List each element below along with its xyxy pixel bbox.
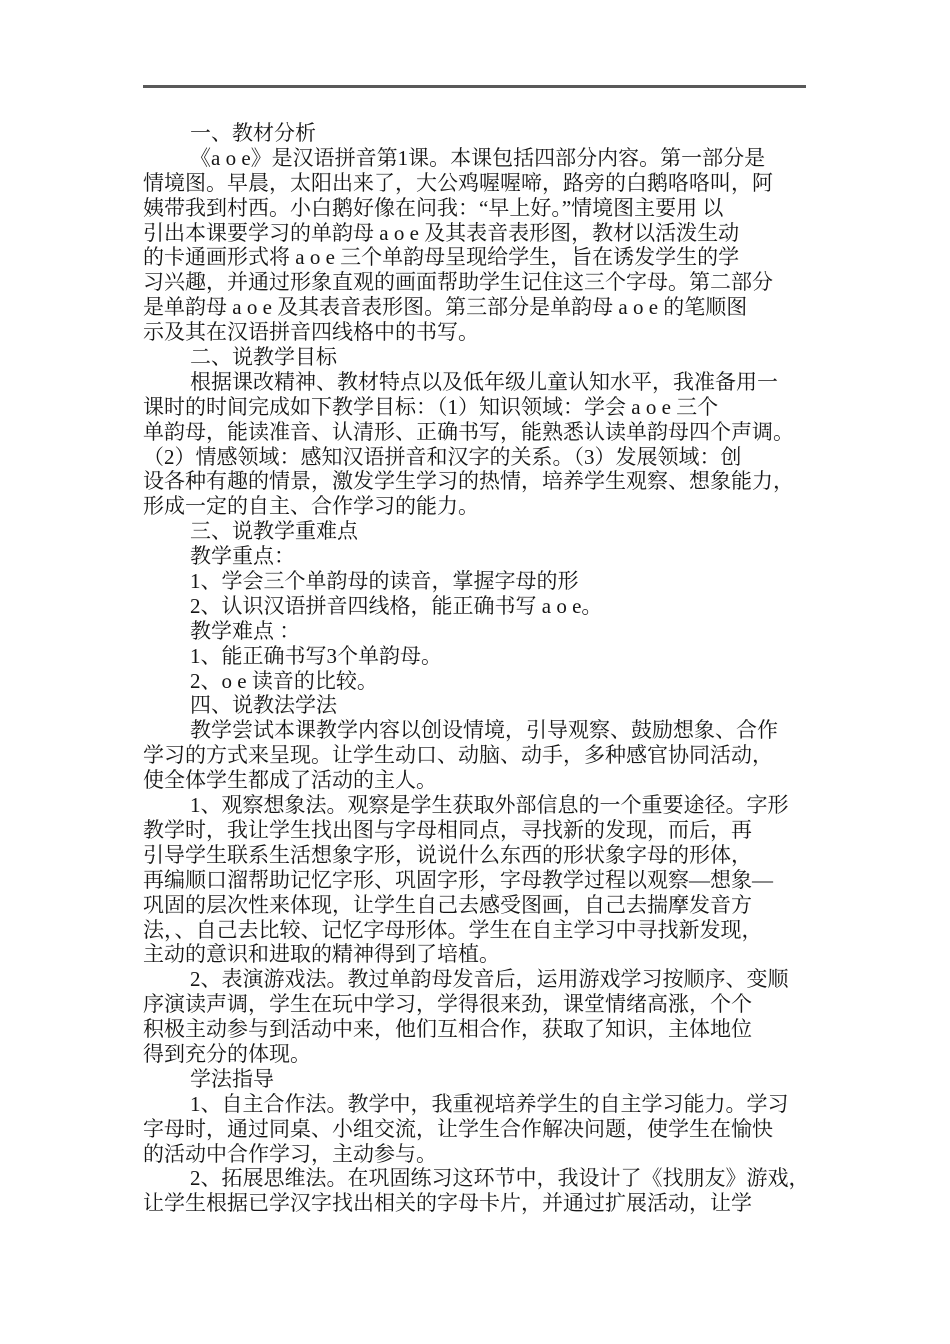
text-line: 学习的方式来呈现。让学生动口、动脑、动手，多种感官协同活动，	[143, 743, 773, 768]
text-line: 1、能正确书写3个单韵母。	[190, 643, 442, 668]
document-body	[143, 121, 833, 1216]
text-line: 姨带我到村西。小白鹅好像在问我：“早上好。”情境图主要用 以	[143, 195, 724, 220]
text-line: 1、自主合作法。教学中，我重视培养学生的自主学习能力。学习	[190, 1091, 789, 1116]
text-line: 2、认识汉语拼音四线格，能正确书写 a o e。	[190, 593, 603, 618]
text-line: 1、观察想象法。观察是学生获取外部信息的一个重要途径。字形	[190, 793, 789, 818]
text-line: 《a o e》是汉语拼音第1课。本课包括四部分内容。第一部分是	[190, 145, 766, 170]
text-line: 教学难点 ：	[190, 618, 301, 643]
text-line: 得到充分的体现。	[143, 1041, 311, 1066]
text-line: 使全体学生都成了活动的主人。	[143, 768, 437, 793]
text-line: 形成一定的自主、合作学习的能力。	[143, 494, 479, 519]
text-line: 法，、自己去比较、记忆字母形体。学生在自主学习中寻找新发现，	[143, 917, 763, 942]
text-line: 引出本课要学习的单韵母 a o e 及其表音表形图，教材以活泼生动	[143, 220, 740, 245]
text-line: 字母时，通过同桌、小组交流，让学生合作解决问题，使学生在愉快	[143, 1116, 773, 1141]
text-line: 积极主动参与到活动中来，他们互相合作，获取了知识，主体地位	[143, 1017, 752, 1042]
text-line: 学法指导	[190, 1066, 274, 1091]
text-line: 是单韵母 a o e 及其表音表形图。第三部分是单韵母 a o e 的笔顺图	[143, 295, 748, 320]
text-line: 2、拓展思维法。在巩固练习这环节中，我设计了《找朋友》游戏，	[190, 1166, 810, 1191]
text-line: 让学生根据已学汉字找出相关的字母卡片，并通过扩展活动，让学	[143, 1191, 752, 1216]
text-line: 教学尝试本课教学内容以创设情境，引导观察、鼓励想象、合作	[190, 718, 778, 743]
text-line: 序演读声调，学生在玩中学习，学得很来劲，课堂情绪高涨，个个	[143, 992, 752, 1017]
text-line: 的活动中合作学习，主动参与。	[143, 1141, 437, 1166]
text-line: 2、o e 读音的比较。	[190, 668, 378, 693]
text-line: 教学时，我让学生找出图与字母相同点，寻找新的发现，而后，再	[143, 817, 752, 842]
text-line: 2、表演游戏法。教过单韵母发音后，运用游戏学习按顺序、变顺	[190, 967, 789, 992]
text-line: 教学重点：	[190, 544, 295, 569]
text-line: 单韵母，能读准音、认清形、正确书写，能熟悉认读单韵母四个声调。	[143, 419, 794, 444]
text-line: 二、说教学目标	[190, 345, 337, 370]
text-line: 设各种有趣的情景，激发学生学习的热情，培养学生观察、想象能力，	[143, 469, 794, 494]
text-line: 课时的时间完成如下教学目标：（1）知识领域：学会 a o e 三个	[143, 394, 719, 419]
text-line: 四、说教法学法	[190, 693, 337, 718]
text-line: 引导学生联系生活想象字形，说说什么东西的形状象字母的形体，	[143, 842, 752, 867]
text-line: 的卡通画形式将 a o e 三个单韵母呈现给学生，旨在诱发学生的学	[143, 245, 740, 270]
text-line: 情境图。早晨，太阳出来了，大公鸡喔喔啼，路旁的白鹅咯咯叫，阿	[143, 170, 773, 195]
text-line: 习兴趣，并通过形象直观的画面帮助学生记住这三个字母。第二部分	[143, 270, 773, 295]
text-line: 再编顺口溜帮助记忆字形、巩固字形，字母教学过程以观察—想象—	[143, 867, 773, 892]
text-line: 主动的意识和进取的精神得到了培植。	[143, 942, 500, 967]
text-line: 一、教材分析	[190, 121, 316, 145]
header-rule	[143, 85, 806, 88]
text-line: 三、说教学重难点	[190, 519, 358, 544]
text-line: （2）情感领域：感知汉语拼音和汉字的关系。（3）发展领域：创	[143, 444, 742, 469]
text-line: 根据课改精神、教材特点以及低年级儿童认知水平，我准备用一	[190, 369, 778, 394]
text-line: 巩固的层次性来体现，让学生自己去感受图画，自己去揣摩发音方	[143, 892, 752, 917]
text-line: 示及其在汉语拼音四线格中的书写。	[143, 320, 479, 345]
text-line: 1、学会三个单韵母的读音，掌握字母的形	[190, 569, 579, 594]
